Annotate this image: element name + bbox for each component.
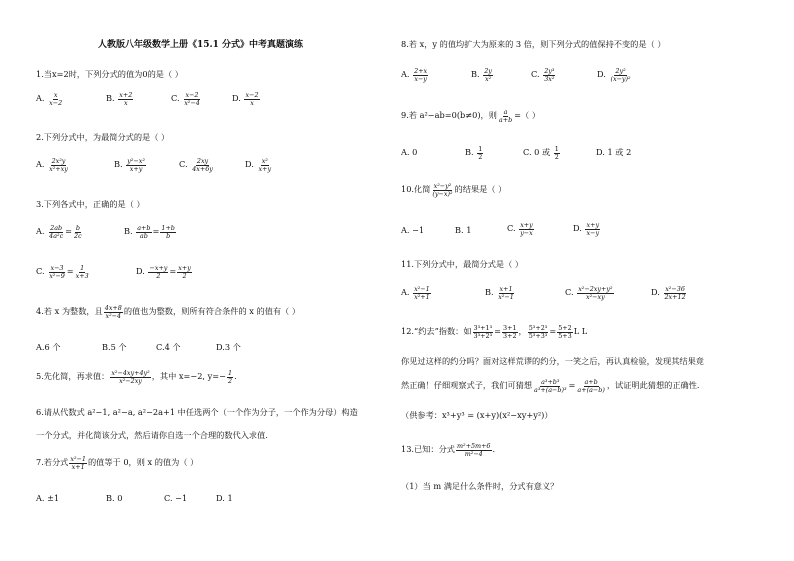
page-title: 人教版八年级数学上册《15.1 分式》中考真题演练 <box>98 40 304 50</box>
q4-option-a: A.6 个 <box>36 342 61 352</box>
question-11-stem: 11.下列分式中，最简分式是（ ） <box>401 259 524 269</box>
q7-option-d: D. 1 <box>216 493 233 503</box>
q1-option-b: B. $\frac{x+2}{x}$ <box>106 91 133 107</box>
question-4-stem: 4.若 x 为整数，且 $\frac{4x+8}{\text{x²−4}}$ 的值也为整数，则所有符合条件的 x 的值有（ ） <box>36 304 301 320</box>
question-5-stem: 5.先化简，再求值： $\frac{\text{x²−4xy+4y²}}{\text{x²−2xy}}$ ，其中 x=−2, y=− $\frac{1}{2}$ . <box>36 369 237 385</box>
question-6-line-1: 6.请从代数式 a²−1, a²−a, a²−2a+1 中任选两个（一个作为分子，一个作为分母）构造 <box>36 407 358 417</box>
question-1-stem: 1.当x=2时，下列分式的值为0的是（ ） <box>36 69 183 79</box>
q3-option-a: A. $\frac{2ab}{\text{4a²c}}$ = $\frac{b}{2c}$ <box>36 224 82 240</box>
q1-d-fraction: $\frac{x-2}{x}$ <box>245 91 259 107</box>
q1-option-d: D. $\frac{x-2}{x}$ <box>232 91 259 107</box>
q9-option-c: C. 0 或 $\frac{1}{2}$ <box>523 145 559 161</box>
question-7-stem: 7.若分式 $\frac{\text{x²−1}}{x+1}$ 的值等于 0，则 x 的值为（ ） <box>36 455 199 471</box>
q4-option-d: D.3 个 <box>216 342 241 352</box>
q11-option-d: D. $\frac{\text{x²−36}}{2x+12}$ <box>651 285 686 301</box>
question-8-stem: 8.若 x，y 的值均扩大为原来的 3 倍，则下列分式的值保持不变的是（ ） <box>401 39 666 49</box>
q9-option-d: D. 1 或 2 <box>596 147 632 157</box>
question-10-stem: 10.化简 $\frac{\text{x²−y²}}{\text{(y−x)²}}$ 的结果是（ ） <box>401 182 507 198</box>
q8-option-c: C. $\frac{\text{2y³}}{\text{3x²}}$ <box>531 67 555 83</box>
question-3-stem: 3.下列各式中，正确的是（ ） <box>36 199 145 209</box>
q4-option-c: C.4 个 <box>156 342 181 352</box>
q2-option-a: A. $\frac{\text{2x²y}}{\text{x²+xy}}$ <box>36 157 68 173</box>
question-6-line-2: 一个分式，并化简该分式，然后请你自选一个合理的数代入求值. <box>36 430 268 440</box>
q8-option-d: D. $\frac{\text{2y²}}{\text{(x−y)²}}$ <box>597 67 631 83</box>
q2-option-b: B. $\frac{\text{y²−x²}}{x+y}$ <box>114 157 145 173</box>
q9-option-b: B. $\frac{1}{2}$ <box>465 145 483 161</box>
q1-a-fraction: $\frac{x}{x-2}$ <box>49 91 63 107</box>
q1-c-fraction: $\frac{x-2}{\text{x²−4}}$ <box>184 91 200 107</box>
q2-option-c: C. $\frac{2xy}{4x+6y}$ <box>179 157 213 173</box>
q7-option-a: A. ±1 <box>36 493 60 503</box>
q10-option-d: D. $\frac{x+y}{x-y}$ <box>573 221 600 237</box>
q2-option-d: D. $\frac{\text{x²}}{x+y}$ <box>245 157 272 173</box>
q10-option-a: A. −1 <box>401 225 425 235</box>
q10-option-c: C. $\frac{x+y}{y-x}$ <box>507 221 533 237</box>
q11-option-c: C. $\frac{\text{x²−2xy+y²}}{\text{x²−xy}}$ <box>565 285 613 301</box>
q4-option-b: B.5 个 <box>102 342 127 352</box>
q3-option-d: D. $\frac{-x+y}{2}$ = $\frac{x+y}{2}$ <box>136 264 191 280</box>
q9-option-a: A. 0 <box>401 147 418 157</box>
q1-option-c: C. $\frac{x-2}{\text{x²−4}}$ <box>171 91 200 107</box>
question-13-part-1: （1）当 m 满足什么条件时，分式有意义？ <box>401 481 559 491</box>
q1-option-a: A. $\frac{x}{x-2}$ <box>36 91 63 107</box>
question-12-reference: （供参考：x³+y³ = (x+y)(x²−xy+y²)） <box>401 410 553 420</box>
question-2-stem: 2.下列分式中，为最简分式的是（ ） <box>36 132 170 142</box>
question-12-paragraph-2: 然正确！仔细观察式子，我们可猜想 $\frac{\text{a³+b³}}{\text{a³+(a−b)³}}$ = $\frac{a+b}{a+(a-b)}$ ，试证明此猜想的正确性. <box>401 378 700 394</box>
q10-option-b: B. 1 <box>455 225 472 235</box>
q7-option-c: C. −1 <box>164 493 188 503</box>
q8-option-a: A. $\frac{2+x}{x-y}$ <box>401 67 428 83</box>
q3-option-c: C. $\frac{x-3}{\text{x²−9}}$ = $\frac{1}{x+3}$ <box>36 264 89 280</box>
q7-option-b: B. 0 <box>106 493 123 503</box>
q8-option-b: B. $\frac{2y}{\text{x²}}$ <box>471 67 492 83</box>
question-13-stem: 13.已知：分式 $\frac{\text{m²+5m+6}}{\text{m²−4}}$ . <box>401 442 496 458</box>
q11-option-b: B. $\frac{x+1}{\text{x²−1}}$ <box>485 285 514 301</box>
question-12-paragraph-1: 你见过这样的约分吗？面对这样荒谬的约分，一笑之后，再认真检验，发现其结果竟 <box>401 356 704 366</box>
question-9-stem: 9.若 a²−ab=0(b≠0)，则 $\frac{a}{a+b}$ =（ ） <box>401 108 541 124</box>
question-12-stem: 12.“约去”指数：如 $\frac{\text{3³+1³}}{\text{3³+2³}}$ = $\frac{3+1}{3+2}$ ， $\frac{\text{5³+2³}}{\text{5³+3³}}$ = $\frac{5+2}{5+3}$ L L <box>401 324 588 340</box>
q11-option-a: A. $\frac{\text{x²−1}}{\text{x²+1}}$ <box>401 285 430 301</box>
q1-b-fraction: $\frac{x+2}{x}$ <box>119 91 133 107</box>
q3-option-b: B. $\frac{a+b}{ab}$ = $\frac{1+b}{b}$ <box>124 224 175 240</box>
